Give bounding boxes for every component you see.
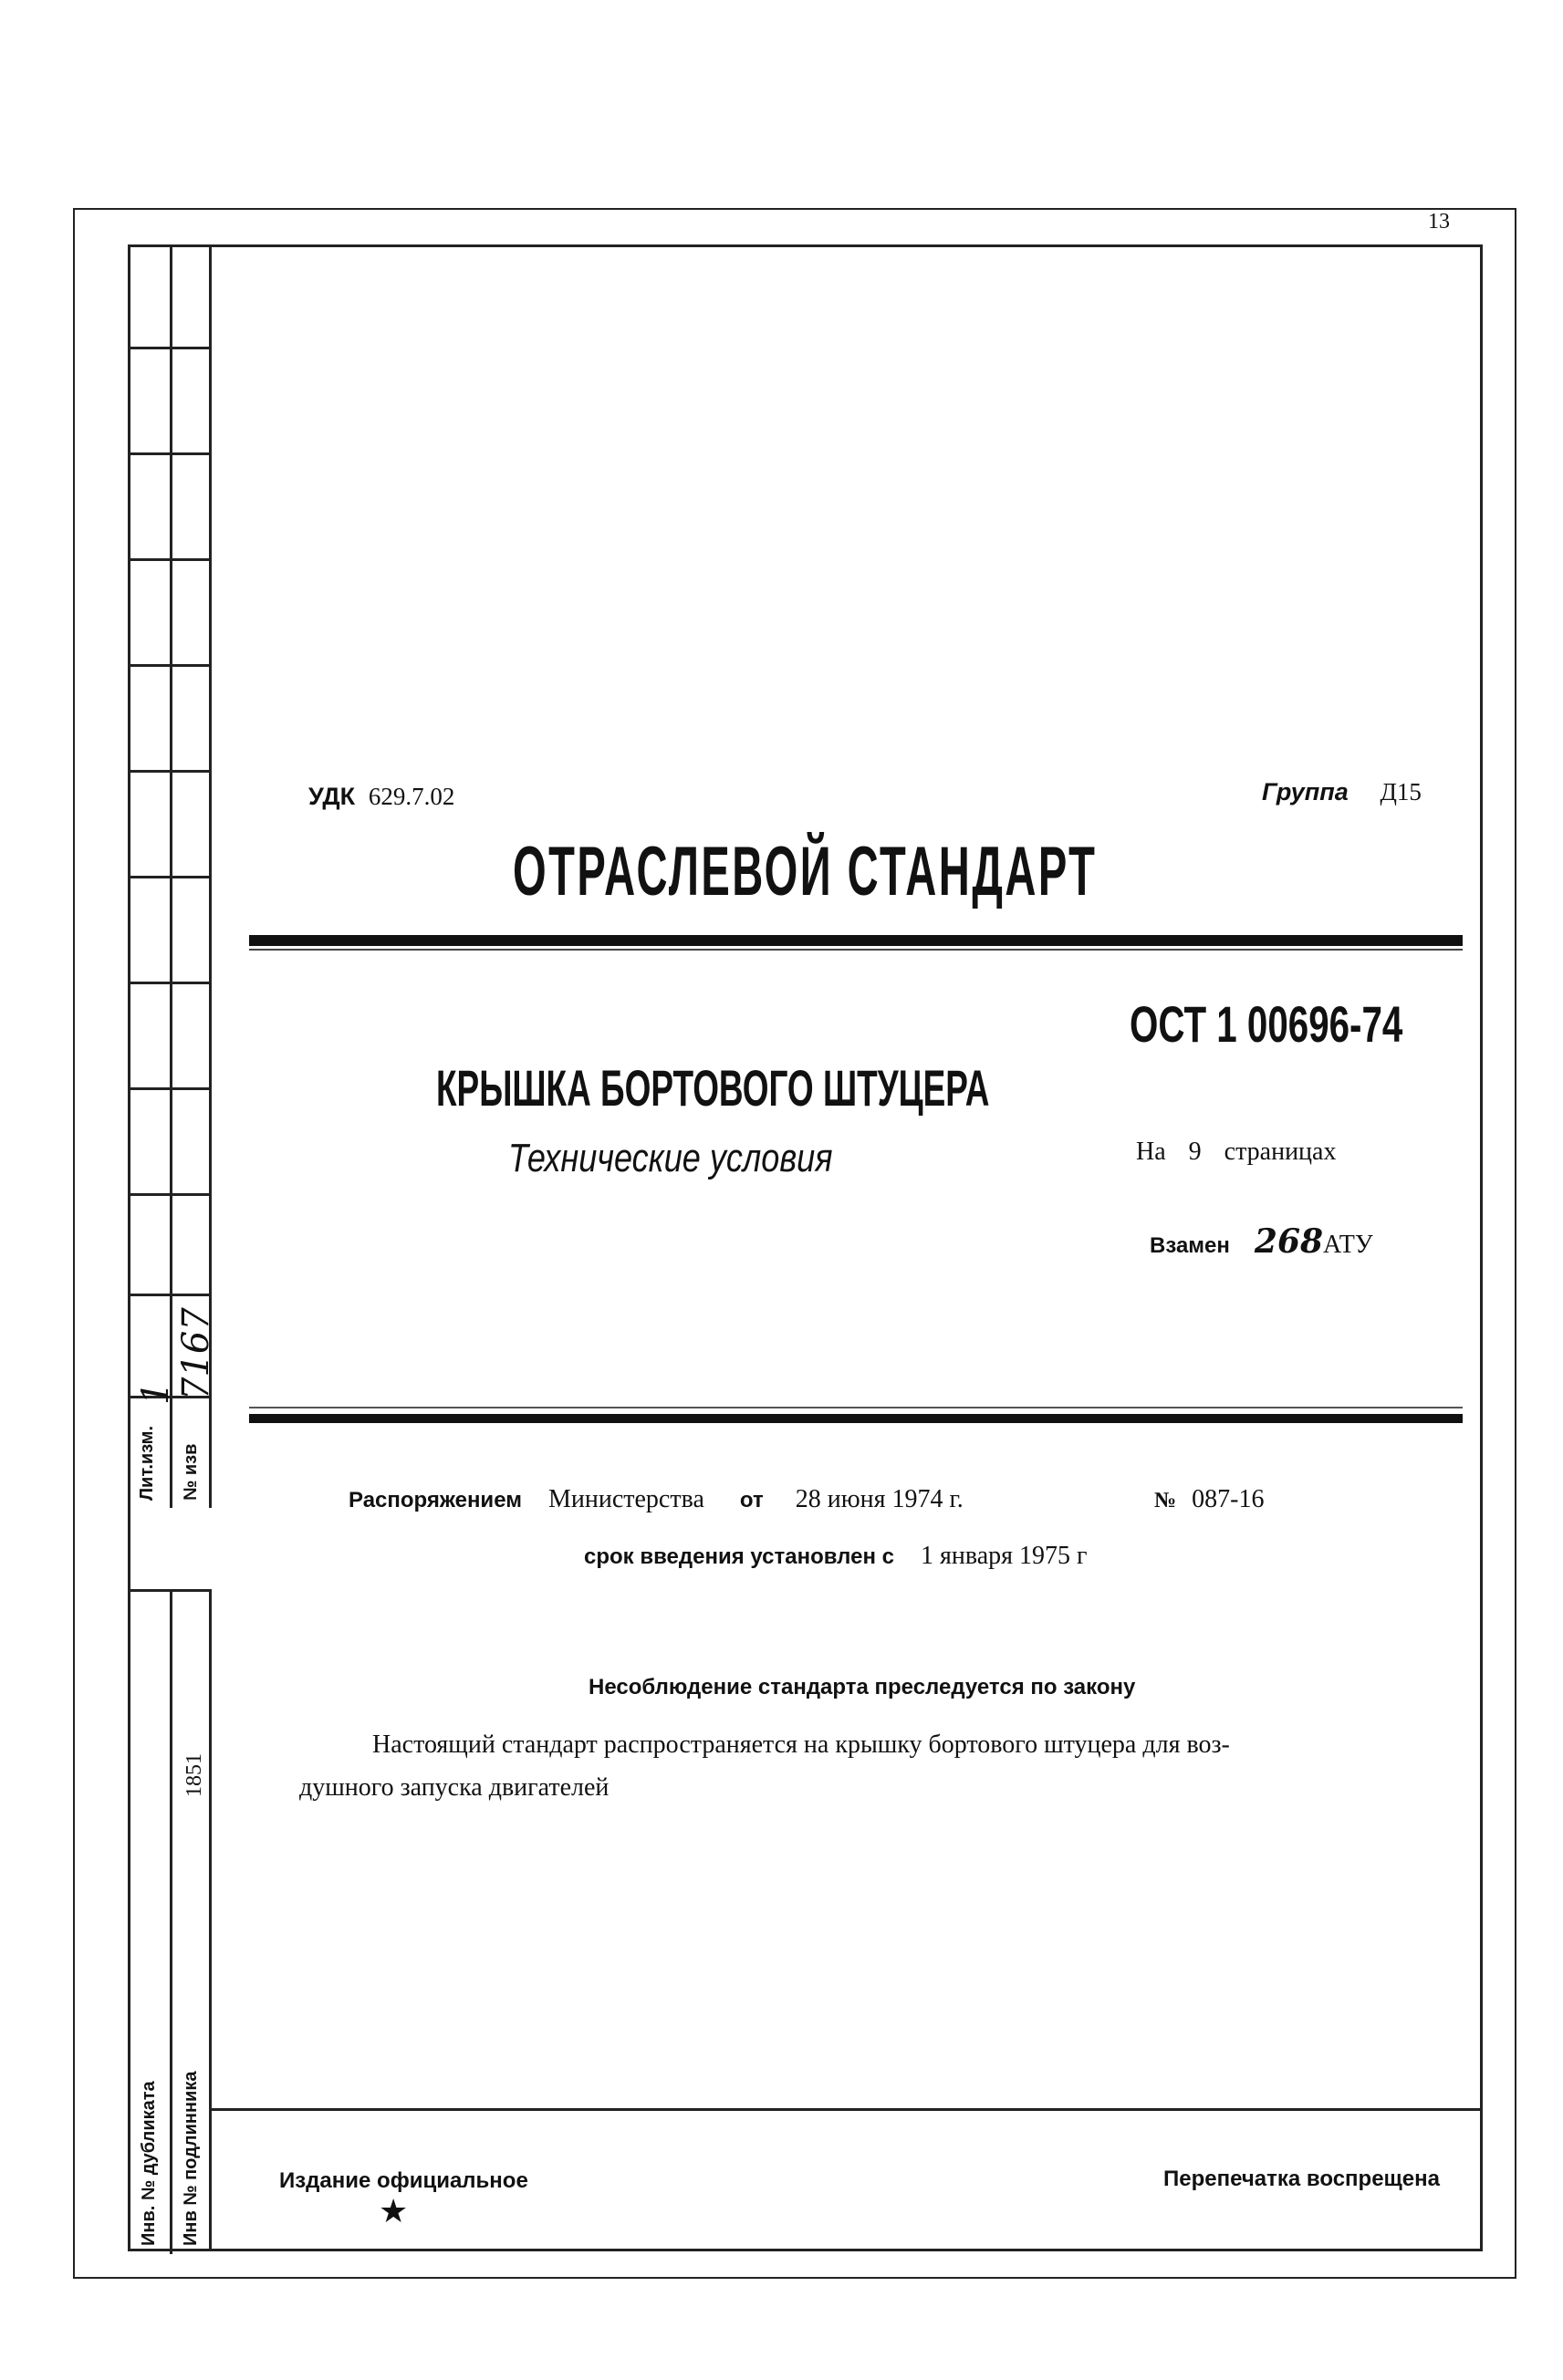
body-text-line1: Настоящий стандарт распространяется на крышку бортового штуцера для воз- xyxy=(372,1730,1230,1759)
udk-line xyxy=(308,783,454,811)
no-izv-label: № изв xyxy=(181,1443,201,1501)
lit-izm-label: Лит.изм. xyxy=(137,1425,157,1501)
product-subtitle: Технические условия xyxy=(508,1136,833,1180)
group-label: Группа xyxy=(1262,778,1349,805)
effective-label: срок введения установлен с xyxy=(584,1544,894,1569)
no-izv-value: 7167 xyxy=(175,1307,217,1400)
order-authority: Министерства xyxy=(547,1485,704,1513)
effective-date: 1 января 1975 г xyxy=(920,1542,1088,1570)
page-number: 13 xyxy=(1428,210,1450,234)
pages-label: На xyxy=(1136,1138,1166,1166)
order-from: от xyxy=(739,1488,764,1512)
replaces-handwritten: 268 xyxy=(1254,1222,1324,1261)
order-number xyxy=(1154,1485,1264,1514)
footer-left: Издание официальное xyxy=(279,2168,528,2193)
replaces-label: Взамен xyxy=(1150,1233,1230,1258)
inv-podl-value: 1851 xyxy=(182,1753,206,1797)
order-label: Распоряжением xyxy=(349,1488,522,1512)
order-number-label: № xyxy=(1154,1489,1177,1512)
udk-label: УДК xyxy=(308,783,356,810)
udk-value: 629.7.02 xyxy=(368,783,455,810)
thick-rule-top xyxy=(249,935,1463,946)
document-title: ОТРАСЛЕВОЙ СТАНДАРТ xyxy=(513,833,1098,910)
pages-value: 9 xyxy=(1188,1138,1202,1166)
body-text-line2: душного запуска двигателей xyxy=(299,1773,610,1802)
inv-podl-label: Инв № подлинника xyxy=(181,2071,201,2246)
order-line xyxy=(349,1485,964,1514)
thin-rule-middle xyxy=(249,1407,1463,1408)
order-date: 28 июня 1974 г. xyxy=(795,1485,964,1513)
inv-dubl-label: Инв. № дубликата xyxy=(139,2081,159,2246)
thick-rule-middle xyxy=(249,1414,1463,1423)
thin-rule-top xyxy=(249,949,1463,951)
pages-suffix: страницах xyxy=(1224,1138,1337,1166)
legal-notice: Несоблюдение стандарта преследуется по закону xyxy=(589,1675,1136,1699)
replaces-suffix: АТУ xyxy=(1323,1231,1373,1259)
footer-right: Перепечатка воспрещена xyxy=(1163,2167,1440,2191)
footer-rule xyxy=(212,2108,1483,2111)
order-number-value: 087-16 xyxy=(1192,1485,1265,1513)
replaces-info xyxy=(1150,1222,1373,1261)
lit-izm-value: 1 xyxy=(135,1381,177,1405)
pages-info xyxy=(1136,1138,1336,1167)
standard-code: ОСТ 1 00696-74 xyxy=(1130,995,1403,1053)
product-name: КРЫШКА БОРТОВОГО ШТУЦЕРА xyxy=(436,1059,990,1117)
group-value: Д15 xyxy=(1380,778,1422,805)
effective-line xyxy=(584,1542,1088,1571)
star-icon: ★ xyxy=(379,2193,409,2230)
group-line xyxy=(1262,778,1422,806)
